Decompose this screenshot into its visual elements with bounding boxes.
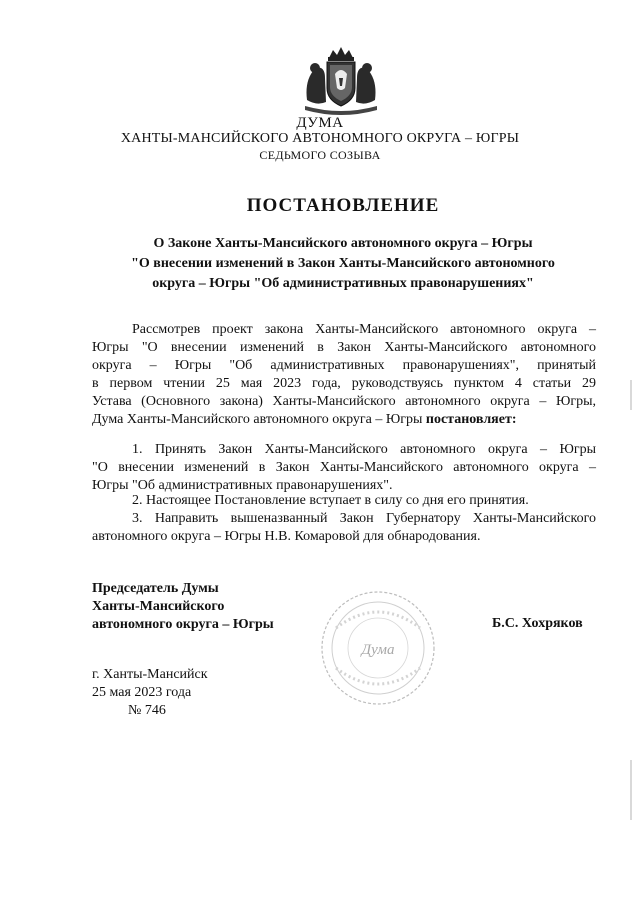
signer-title bbox=[92, 580, 274, 634]
text-line bbox=[92, 411, 596, 429]
document-type: ПОСТАНОВЛЕНИЕ bbox=[246, 195, 440, 216]
signer-name: Б.С. Хохряков bbox=[492, 616, 583, 631]
text-line: 2. Настоящее Постановление вступает в силу со дня его принятия. bbox=[132, 493, 529, 508]
subject-line: "О внесении изменений в Закон Ханты-Мансийского автономного bbox=[131, 256, 555, 271]
region-name: ХАНТЫ-МАНСИЙСКОГО АВТОНОМНОГО ОКРУГА – ЮГРЫ bbox=[120, 131, 520, 146]
resolves-keyword: постановляет: bbox=[425, 412, 517, 427]
text-line: в первом чтении 25 мая 2023 года, руководствуясь пунктом 4 статьи 29 bbox=[92, 376, 596, 391]
subject-line: округа – Югры "Об административных правонарушениях" bbox=[152, 276, 534, 291]
signer-title-line: автономного округа – Югры bbox=[92, 617, 274, 632]
signer-title-line: Председатель Думы bbox=[92, 581, 219, 596]
text-line: "О внесении изменений в Закон Ханты-Мансийского автономного округа – bbox=[92, 460, 596, 475]
subject-line: О Законе Ханты-Мансийского автономного округа – Югры bbox=[153, 236, 533, 251]
coat-of-arms-emblem bbox=[295, 44, 387, 118]
item-1 bbox=[92, 441, 596, 495]
text-line: автономного округа – Югры Н.В. Комаровой для обнародования. bbox=[92, 529, 481, 544]
seal-text: Дума bbox=[361, 642, 395, 658]
signer-title-line: Ханты-Мансийского bbox=[92, 599, 225, 614]
scan-edge-mark bbox=[630, 380, 632, 410]
text-line: Устава (Основного закона) Ханты-Мансийского автономного округа – Югры, bbox=[92, 394, 596, 409]
preamble-paragraph bbox=[92, 321, 596, 429]
preamble-last-text: Дума Ханты-Мансийского автономного округа – Югры bbox=[92, 412, 426, 427]
city: г. Ханты-Мансийск bbox=[92, 667, 208, 682]
text-line: Югры "О внесении изменений в Закон Ханты-Мансийского автономного bbox=[92, 340, 596, 355]
document-number: № 746 bbox=[128, 703, 166, 718]
text-line: 1. Принять Закон Ханты-Мансийского автономного округа – Югры bbox=[132, 442, 596, 457]
document-subject bbox=[92, 234, 594, 294]
org-name: ДУМА bbox=[296, 115, 344, 131]
text-line: Рассмотрев проект закона Ханты-Мансийского автономного округа – bbox=[132, 322, 596, 337]
text-line: Югры "Об административных правонарушениях". bbox=[92, 478, 393, 493]
scan-edge-mark bbox=[630, 760, 632, 820]
document-date: 25 мая 2023 года bbox=[92, 685, 192, 700]
item-3 bbox=[92, 510, 596, 546]
text-line: 3. Направить вышеназванный Закон Губернатору Ханты-Мансийского bbox=[132, 511, 596, 526]
official-seal bbox=[316, 588, 440, 708]
text-line: округа – Югры "Об административных правонарушениях", принятый bbox=[92, 358, 596, 373]
place-date-number bbox=[92, 666, 208, 720]
convocation: СЕДЬМОГО СОЗЫВА bbox=[259, 148, 381, 162]
item-2 bbox=[92, 492, 596, 510]
